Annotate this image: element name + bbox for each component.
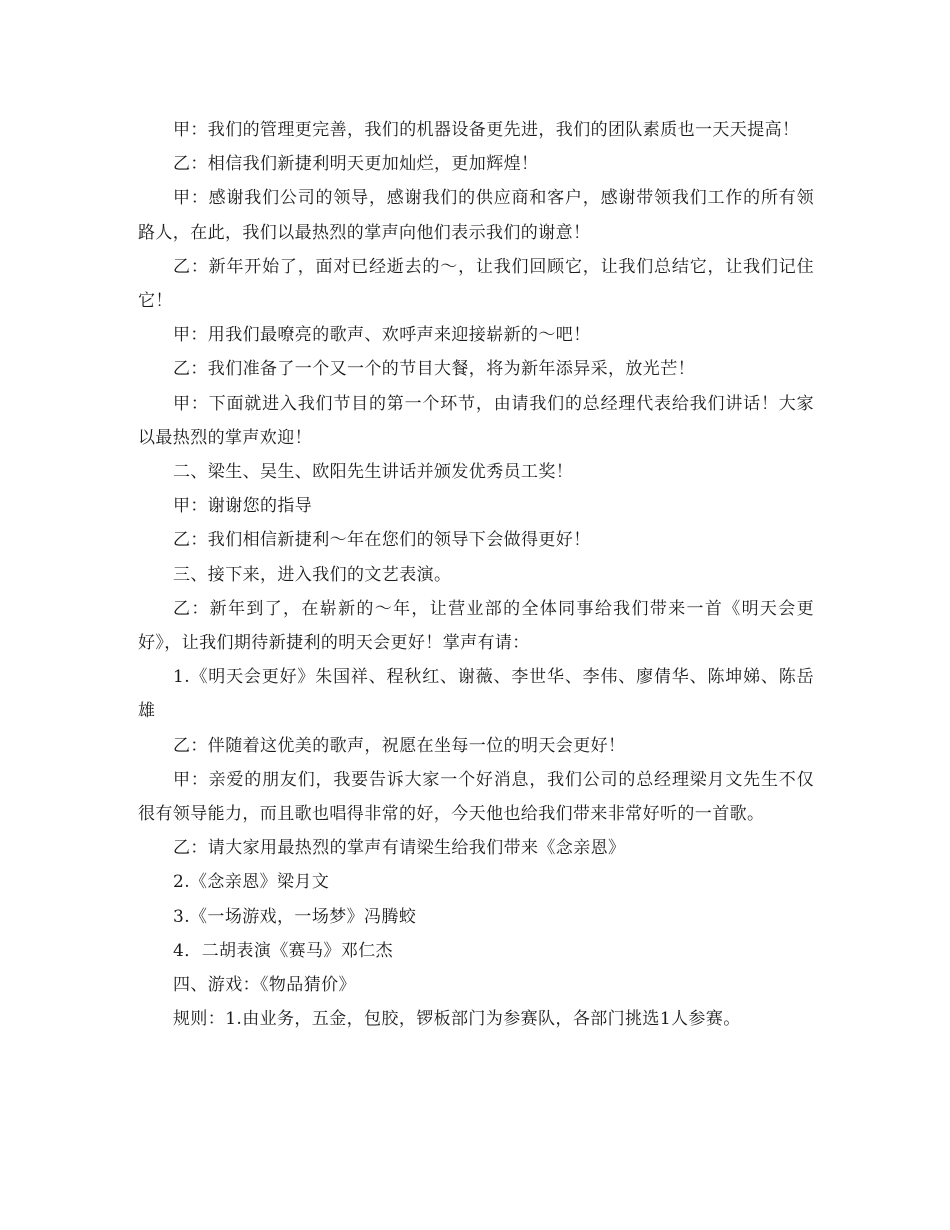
rules-paragraph: 规则：1.由业务，五金，包胶，锣板部门为参赛队，各部门挑选1人参赛。 — [173, 1009, 741, 1030]
section-heading-2: 二、梁生、吴生、欧阳先生讲话并颁发优秀员工奖！ — [173, 462, 574, 483]
paragraph-9: 甲：谢谢您的指导 — [173, 496, 313, 517]
paragraph-10: 乙：我们相信新捷利～年在您们的领导下会做得更好！ — [173, 530, 591, 551]
program-item-1: 1.《明天会更好》朱国祥、程秋红、谢薇、李世华、李伟、廖倩华、陈坤娣、陈岳雄 — [138, 667, 814, 722]
paragraph-6: 乙：我们准备了一个又一个的节目大餐，将为新年添异采，放光芒！ — [173, 359, 695, 380]
paragraph-12: 乙：新年到了，在崭新的～年，让营业部的全体同事给我们带来一首《明天会更好》，让我们期待新捷利的明天会更好！掌声有请： — [138, 598, 814, 654]
paragraph-2: 乙：相信我们新捷利明天更加灿烂，更加辉煌！ — [173, 154, 539, 175]
paragraph-14: 乙：伴随着这优美的歌声，祝愿在坐每一位的明天会更好！ — [173, 735, 626, 756]
program-item-4: 4．二胡表演《赛马》邓仁杰 — [173, 940, 394, 961]
program-item-2: 2.《念亲恩》梁月文 — [173, 872, 330, 893]
paragraph-7: 甲：下面就进入我们节目的第一个环节，由请我们的总经理代表给我们讲话！大家以最热烈的掌声欢迎！ — [138, 393, 814, 448]
document-body — [138, 113, 814, 1036]
paragraph-3: 甲：感谢我们公司的领导，感谢我们的供应商和客户，感谢带领我们工作的所有领路人，在此，我们以最热烈的掌声向他们表示我们的谢意！ — [138, 188, 814, 243]
program-item-3: 3.《一场游戏，一场梦》冯腾蛟 — [173, 906, 417, 927]
paragraph-1: 甲：我们的管理更完善，我们的机器设备更先进，我们的团队素质也一天天提高！ — [173, 120, 800, 140]
section-heading-3: 三、接下来，进入我们的文艺表演。 — [173, 564, 452, 585]
paragraph-15: 甲：亲爱的朋友们，我要告诉大家一个好消息，我们公司的总经理梁月文先生不仅很有领导能力，而且歌也唱得非常的好，今天他也给我们带来非常好听的一首歌。 — [138, 769, 814, 825]
paragraph-4: 乙：新年开始了，面对已经逝去的～，让我们回顾它，让我们总结它，让我们记住它！ — [138, 256, 814, 312]
section-heading-4: 四、游戏：《物品猜价》 — [173, 975, 356, 996]
paragraph-16: 乙：请大家用最热烈的掌声有请梁生给我们带来《念亲恩》 — [173, 838, 626, 859]
paragraph-5: 甲：用我们最嘹亮的歌声、欢呼声来迎接崭新的～吧！ — [173, 325, 591, 346]
